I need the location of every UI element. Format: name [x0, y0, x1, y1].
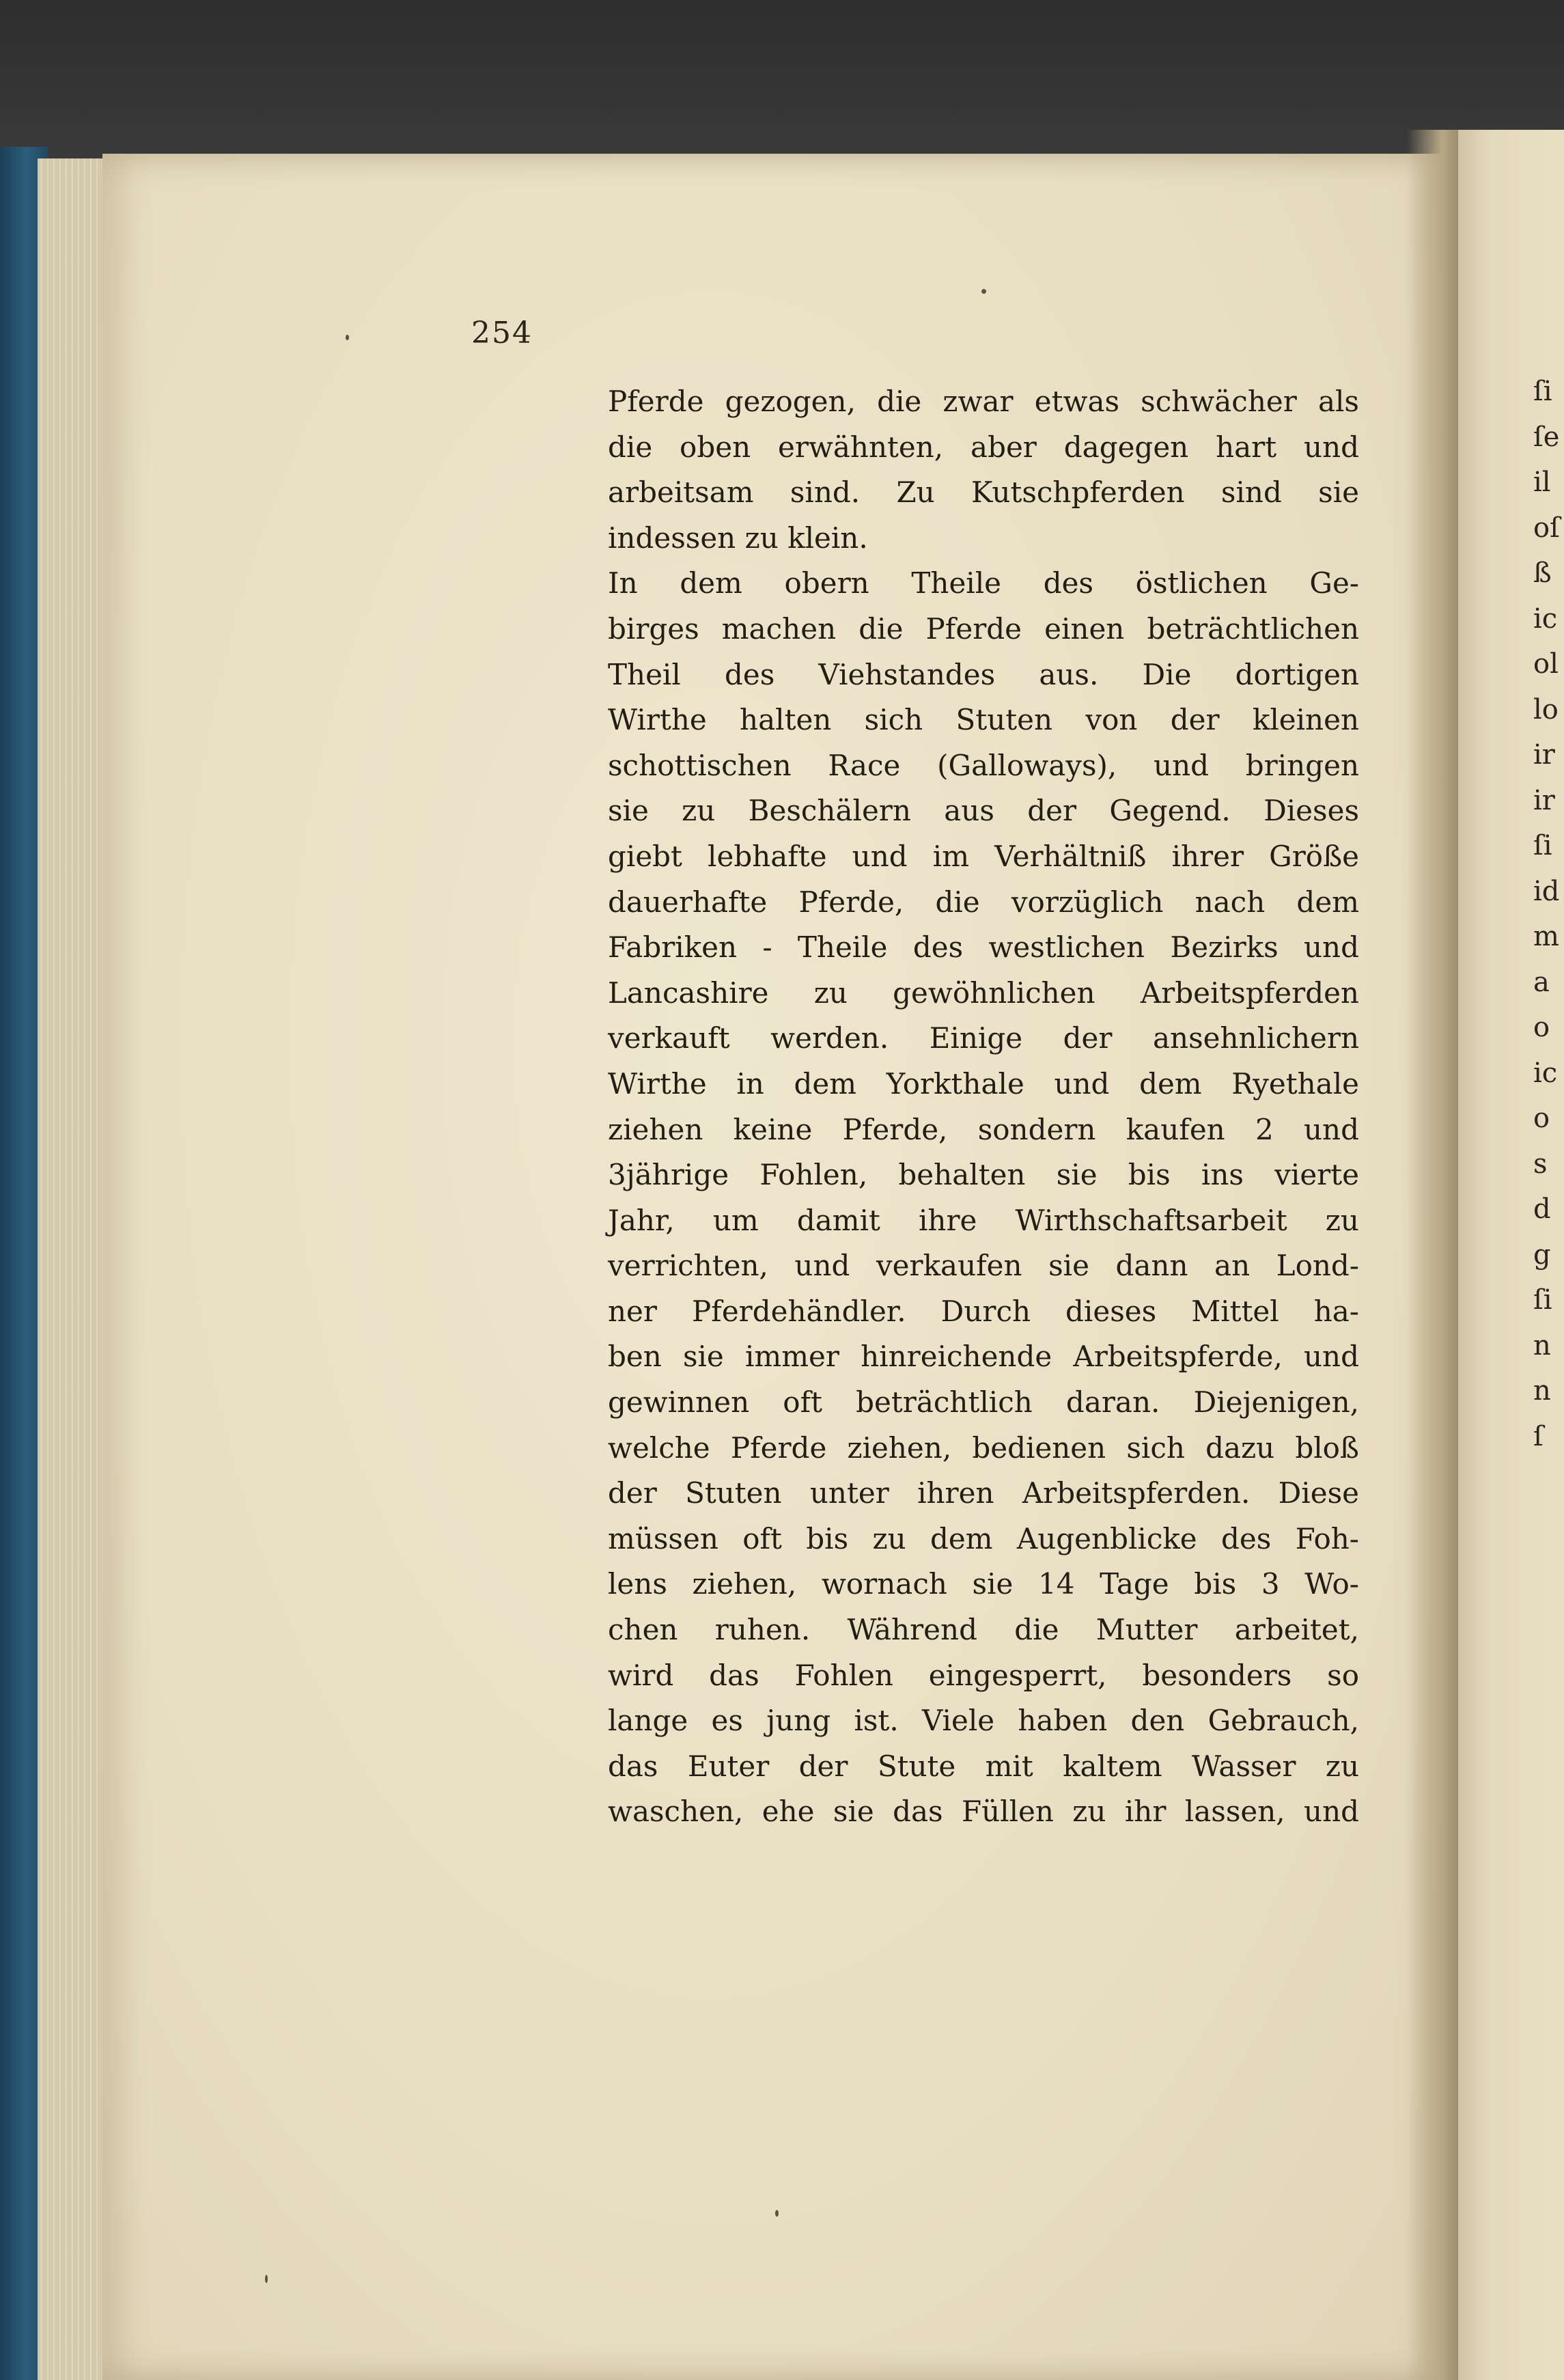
text-line: lange es jung ist. Viele haben den Gebrauch,: [608, 1704, 1359, 1738]
text-line: wird das Fohlen eingesperrt, besonders so: [608, 1658, 1359, 1692]
text-line: In dem obern Theile des östlichen Ge-: [608, 566, 1359, 600]
adjacent-page-fragment: m: [1533, 921, 1559, 952]
text-line: giebt lebhafte und im Verhältniß ihrer Größe: [608, 839, 1359, 873]
adjacent-page-fragment: ſe: [1533, 421, 1560, 453]
adjacent-page-fragment: ß: [1533, 557, 1552, 589]
adjacent-page-fragment: ſ: [1533, 1420, 1544, 1452]
adjacent-page-fragment: il: [1533, 467, 1551, 498]
text-line: Wirthe in dem Yorkthale und dem Ryethale: [608, 1066, 1359, 1101]
adjacent-page-fragment: d: [1533, 1193, 1551, 1225]
text-line: ner Pferdehändler. Durch dieses Mittel ha-: [608, 1294, 1359, 1328]
text-line: verrichten, und verkaufen sie dann an Lond-: [608, 1249, 1359, 1283]
adjacent-page-fragment: ſi: [1533, 376, 1552, 407]
adjacent-page-fragment: ſi: [1533, 830, 1552, 861]
adjacent-page-fragment: ic: [1533, 1057, 1558, 1089]
adjacent-page-fragment: s: [1533, 1148, 1548, 1180]
adjacent-page-fragment: id: [1533, 875, 1560, 907]
adjacent-page-fragment: ic: [1533, 603, 1558, 635]
adjacent-page-fragment: o: [1533, 1103, 1550, 1134]
scanner-background: [0, 0, 1564, 161]
adjacent-page-fragment: oſ: [1533, 512, 1560, 544]
adjacent-page-fragment: n: [1533, 1375, 1551, 1407]
text-line: Fabriken - Theile des westlichen Bezirks und: [608, 930, 1359, 965]
paper-speck: [981, 289, 986, 294]
text-line: der Stuten unter ihren Arbeitspferden. Diese: [608, 1476, 1359, 1510]
adjacent-page-fragment: g: [1533, 1239, 1551, 1271]
adjacent-page-fragment: o: [1533, 1012, 1550, 1043]
text-line: gewinnen oft beträchtlich daran. Diejenigen,: [608, 1385, 1359, 1420]
text-line: chen ruhen. Während die Mutter arbeitet,: [608, 1613, 1359, 1647]
body-text: [608, 379, 1359, 1835]
text-line: das Euter der Stute mit kaltem Wasser zu: [608, 1749, 1359, 1783]
adjacent-page-text: [1533, 369, 1564, 1459]
adjacent-page-fragment: n: [1533, 1329, 1551, 1361]
page-edges: [38, 158, 111, 2380]
text-line: lens ziehen, wornach sie 14 Tage bis 3 Wo-: [608, 1567, 1359, 1601]
adjacent-page-fragment: ir: [1533, 784, 1555, 816]
paper-speck: [346, 335, 349, 340]
text-line: Wirthe halten sich Stuten von der kleinen: [608, 703, 1359, 737]
adjacent-page-fragment: lo: [1533, 693, 1559, 725]
paper-speck: [265, 2275, 268, 2283]
text-line: waschen, ehe sie das Füllen zu ihr lassen, und: [608, 1795, 1359, 1829]
book-gutter: [1407, 130, 1465, 2380]
page-number: 254: [471, 316, 533, 350]
adjacent-page-fragment: ir: [1533, 739, 1555, 771]
paper-speck: [775, 2210, 779, 2217]
text-line: Jahr, um damit ihre Wirthschaftsarbeit zu: [608, 1203, 1359, 1237]
text-line: die oben erwähnten, aber dagegen hart und: [608, 430, 1359, 464]
adjacent-page-fragment: ol: [1533, 648, 1559, 680]
text-line: ziehen keine Pferde, sondern kaufen 2 und: [608, 1112, 1359, 1146]
text-line: 3jährige Fohlen, behalten sie bis ins vierte: [608, 1158, 1359, 1192]
text-line: birges machen die Pferde einen beträchtlichen: [608, 611, 1359, 646]
text-line: dauerhafte Pferde, die vorzüglich nach dem: [608, 885, 1359, 919]
text-line: Theil des Viehstandes aus. Die dortigen: [608, 657, 1359, 691]
text-line: indessen zu klein.: [608, 521, 868, 555]
text-line: welche Pferde ziehen, bedienen sich dazu bloß: [608, 1430, 1359, 1465]
text-line: sie zu Beschälern aus der Gegend. Dieses: [608, 794, 1359, 828]
text-line: arbeitsam sind. Zu Kutschpferden sind sie: [608, 475, 1359, 510]
text-line: ben sie immer hinreichende Arbeitspferde, und: [608, 1340, 1359, 1374]
adjacent-page-fragment: a: [1533, 966, 1550, 998]
text-line: Pferde gezogen, die zwar etwas schwächer als: [608, 385, 1359, 418]
text-line: Lancashire zu gewöhnlichen Arbeitspferden: [608, 975, 1359, 1010]
text-line: schottischen Race (Galloways), und bringen: [608, 748, 1359, 782]
text-line: müssen oft bis zu dem Augenblicke des Foh-: [608, 1521, 1359, 1555]
text-line: verkauft werden. Einige der ansehnlichern: [608, 1021, 1359, 1055]
adjacent-page-fragment: ſi: [1533, 1284, 1552, 1316]
